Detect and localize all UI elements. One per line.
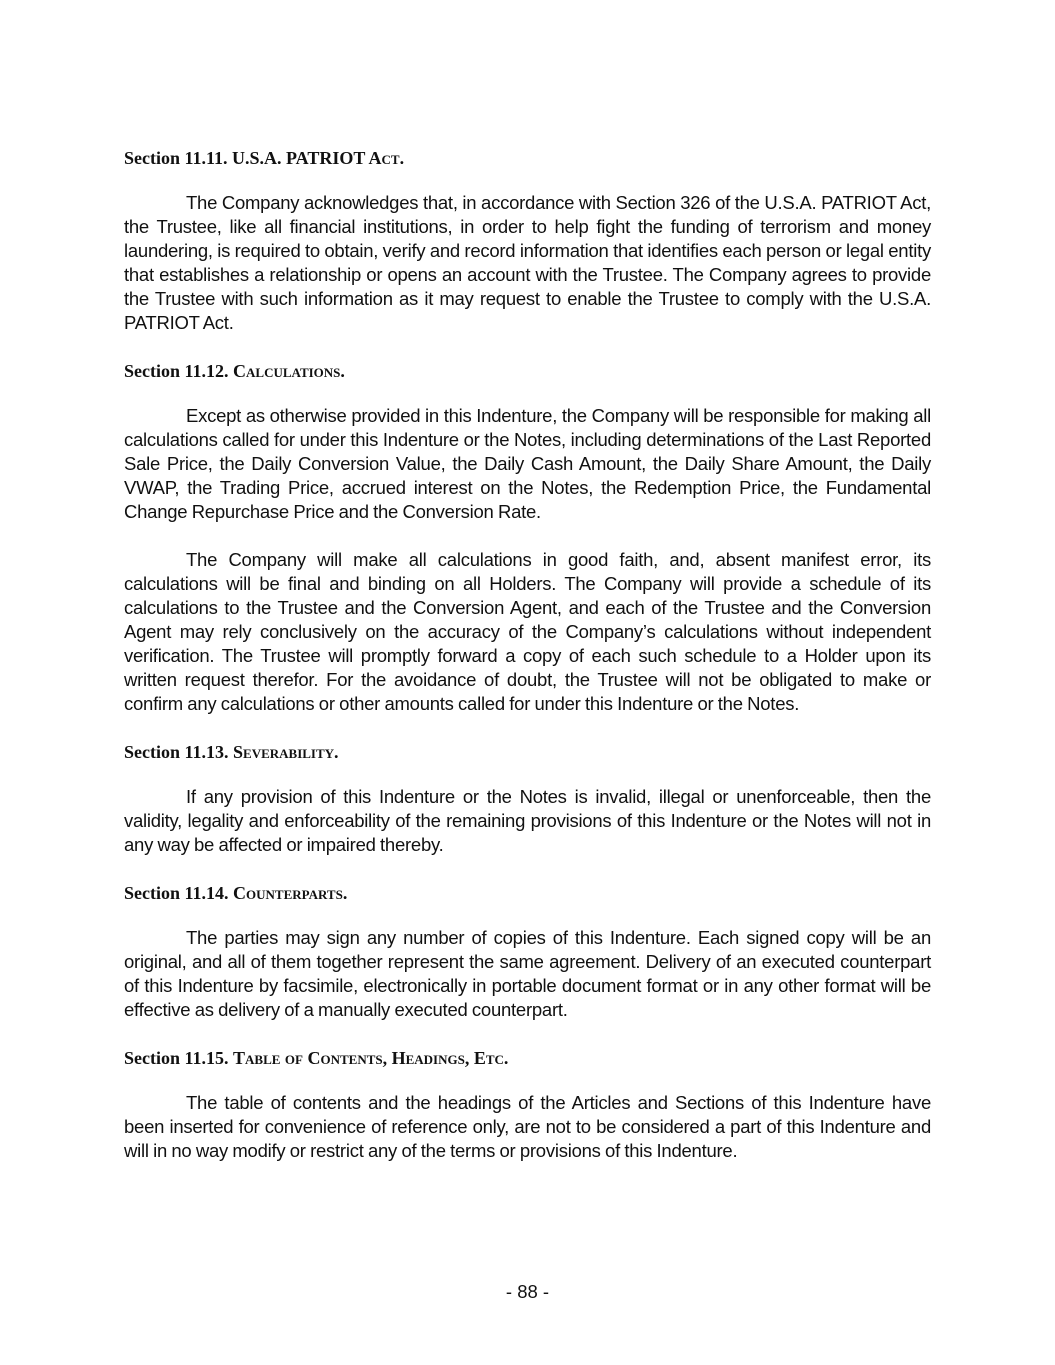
section-title: Calculations. [233,361,345,381]
section-heading [124,146,931,170]
section-number: Section 11.12. [124,361,234,381]
section-paragraph: The Company acknowledges that, in accordance with Section 326 of the U.S.A. PATRIOT Act, the Trustee, like all financial institutions, in order to help fight the funding of terrorism and money laundering, is required to obtain, verify and record information that identifies each person or legal entity that establishes a relationship or opens an account with the Trustee. The Company agrees to provide the Trustee with such information as it may request to enable the Trustee to comply with the U.S.A. PATRIOT Act. [124,192,931,333]
section-11-13 [124,740,931,857]
section-heading [124,1046,931,1070]
section-number: Section 11.13. [124,742,234,762]
section-paragraph: The table of contents and the headings of the Articles and Sections of this Indenture have been inserted for convenience of reference only, are not to be considered a part of this Indenture and will in no way modify or restrict any of the terms or provisions of this Indenture. [124,1092,931,1161]
section-heading [124,359,931,383]
section-11-11 [124,146,931,335]
section-paragraph: The parties may sign any number of copies of this Indenture. Each signed copy will be an original, and all of them together represent the same agreement. Delivery of an executed counterpart of this Indenture by facsimile, electronically in portable document format or in any other format will be effective as delivery of a manually executed counterpart. [124,927,931,1020]
document-body [124,146,931,1187]
section-number: Section 11.11. [124,148,233,168]
section-heading [124,740,931,764]
section-11-15 [124,1046,931,1163]
page-number: - 88 - [505,1281,550,1302]
section-title: Table of Contents, Headings, Etc. [233,1048,509,1068]
section-title: Severability. [233,742,339,762]
section-11-12 [124,359,931,716]
section-title: U.S.A. PATRIOT Act. [232,148,405,168]
section-11-14 [124,881,931,1022]
section-number: Section 11.14. [124,883,234,903]
section-heading [124,881,931,905]
section-number: Section 11.15. [124,1048,234,1068]
section-title: Counterparts. [233,883,348,903]
section-paragraph: The Company will make all calculations in good faith, and, absent manifest error, its calculations will be final and binding on all Holders. The Company will provide a schedule of its calculations to the Trustee and the Conversion Agent, and each of the Trustee and the Conversion Agent may rely conclusively on the accuracy of the Company’s calculations without independent verification. The Trustee will promptly forward a copy of each such schedule to a Holder upon its written request therefor. For the avoidance of doubt, the Trustee will not be obligated to make or confirm any calculations or other amounts called for under this Indenture or the Notes. [124,549,931,714]
section-paragraph: Except as otherwise provided in this Indenture, the Company will be responsible for making all calculations called for under this Indenture or the Notes, including determinations of the Last Reported Sale Price, the Daily Conversion Value, the Daily Cash Amount, the Daily Share Amount, the Daily VWAP, the Trading Price, accrued interest on the Notes, the Redemption Price, the Fundamental Change Repurchase Price and the Conversion Rate. [124,405,931,522]
section-paragraph: If any provision of this Indenture or the Notes is invalid, illegal or unenforceable, then the validity, legality and enforceability of the remaining provisions of this Indenture or the Notes will not in any way be affected or impaired thereby. [124,786,931,855]
